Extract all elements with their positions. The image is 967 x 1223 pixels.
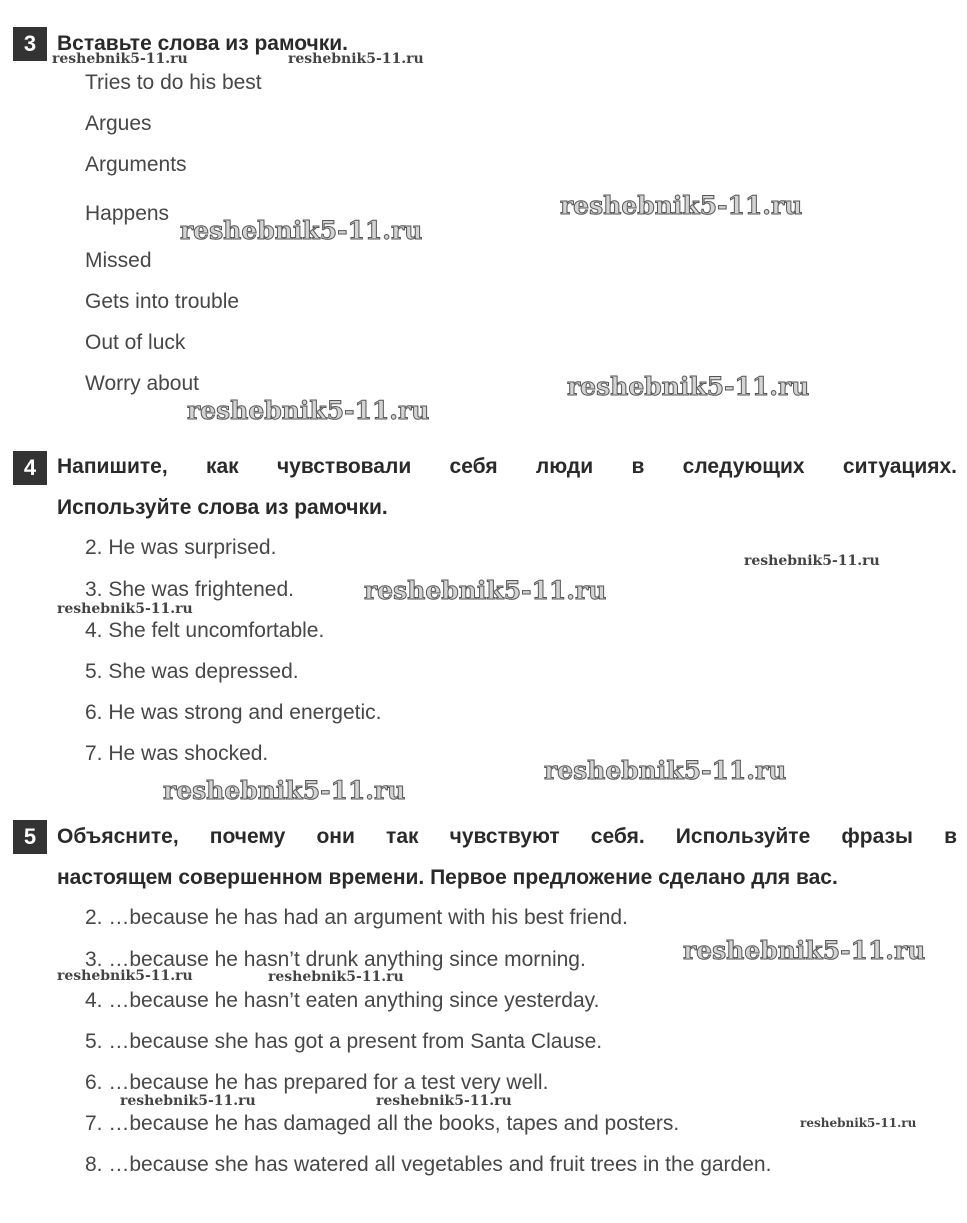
exercise-4-item: 5. She was depressed. xyxy=(85,660,299,683)
exercise-3-number: 3 xyxy=(13,27,47,61)
exercise-4-instruction-line-2: Используйте слова из рамочки. xyxy=(57,496,388,519)
exercise-3-item: Arguments xyxy=(85,153,187,176)
watermark: reshebnik5-11.ru xyxy=(180,216,423,245)
exercise-5-item: 8. …because she has watered all vegetables and fruit trees in the garden. xyxy=(85,1153,772,1176)
exercise-3-item: Missed xyxy=(85,249,152,272)
watermark: reshebnik5-11.ru xyxy=(560,191,803,220)
exercise-5-item: 4. …because he hasn’t eaten anything since yesterday. xyxy=(85,989,600,1012)
exercise-5-item: 7. …because he has damaged all the books, tapes and posters. xyxy=(85,1112,680,1135)
exercise-4-item: 6. He was strong and energetic. xyxy=(85,701,382,724)
exercise-5-item: 3. …because he hasn’t drunk anything since morning. xyxy=(85,948,586,971)
watermark: reshebnik5-11.ru xyxy=(52,51,188,67)
watermark: reshebnik5-11.ru xyxy=(57,601,193,617)
exercise-3-item: Out of luck xyxy=(85,331,186,354)
watermark: reshebnik5-11.ru xyxy=(744,553,880,569)
watermark: reshebnik5-11.ru xyxy=(376,1093,512,1109)
exercise-5-item: 5. …because she has got a present from Santa Clause. xyxy=(85,1030,603,1053)
exercise-3-item: Argues xyxy=(85,112,152,135)
exercise-4-item: 7. He was shocked. xyxy=(85,742,269,765)
watermark: reshebnik5-11.ru xyxy=(800,1116,917,1130)
exercise-3-item: Gets into trouble xyxy=(85,290,240,313)
exercise-4-item: 4. She felt uncomfortable. xyxy=(85,619,325,642)
exercise-5-item: 2. …because he has had an argument with his best friend. xyxy=(85,906,628,929)
exercise-3-instruction: Вставьте слова из рамочки. xyxy=(57,32,348,55)
watermark: reshebnik5-11.ru xyxy=(268,969,404,985)
exercise-4-number: 4 xyxy=(13,451,47,485)
watermark: reshebnik5-11.ru xyxy=(567,372,810,401)
exercise-5-number: 5 xyxy=(13,820,47,854)
watermark: reshebnik5-11.ru xyxy=(57,968,193,984)
watermark: reshebnik5-11.ru xyxy=(683,936,926,965)
exercise-3-item: Tries to do his best xyxy=(85,71,262,94)
watermark: reshebnik5-11.ru xyxy=(288,51,424,67)
exercise-3-item: Happens xyxy=(85,202,170,225)
watermark: reshebnik5-11.ru xyxy=(163,776,406,805)
exercise-4-instruction-line-1: Напишите, как чувствовали себя люди в следующих ситуациях. xyxy=(57,455,957,478)
watermark: reshebnik5-11.ru xyxy=(544,756,787,785)
watermark: reshebnik5-11.ru xyxy=(187,396,430,425)
watermark: reshebnik5-11.ru xyxy=(364,576,607,605)
watermark: reshebnik5-11.ru xyxy=(120,1093,256,1109)
exercise-3-item: Worry about xyxy=(85,372,199,395)
exercise-5-instruction-line-1: Объясните, почему они так чувствуют себя. Используйте фразы в xyxy=(57,825,957,848)
exercise-5-instruction-line-2: настоящем совершенном времени. Первое предложение сделано для вас. xyxy=(57,866,838,889)
exercise-5-item: 6. …because he has prepared for a test very well. xyxy=(85,1071,549,1094)
exercise-4-item: 3. She was frightened. xyxy=(85,578,294,601)
exercise-4-item: 2. He was surprised. xyxy=(85,536,277,559)
